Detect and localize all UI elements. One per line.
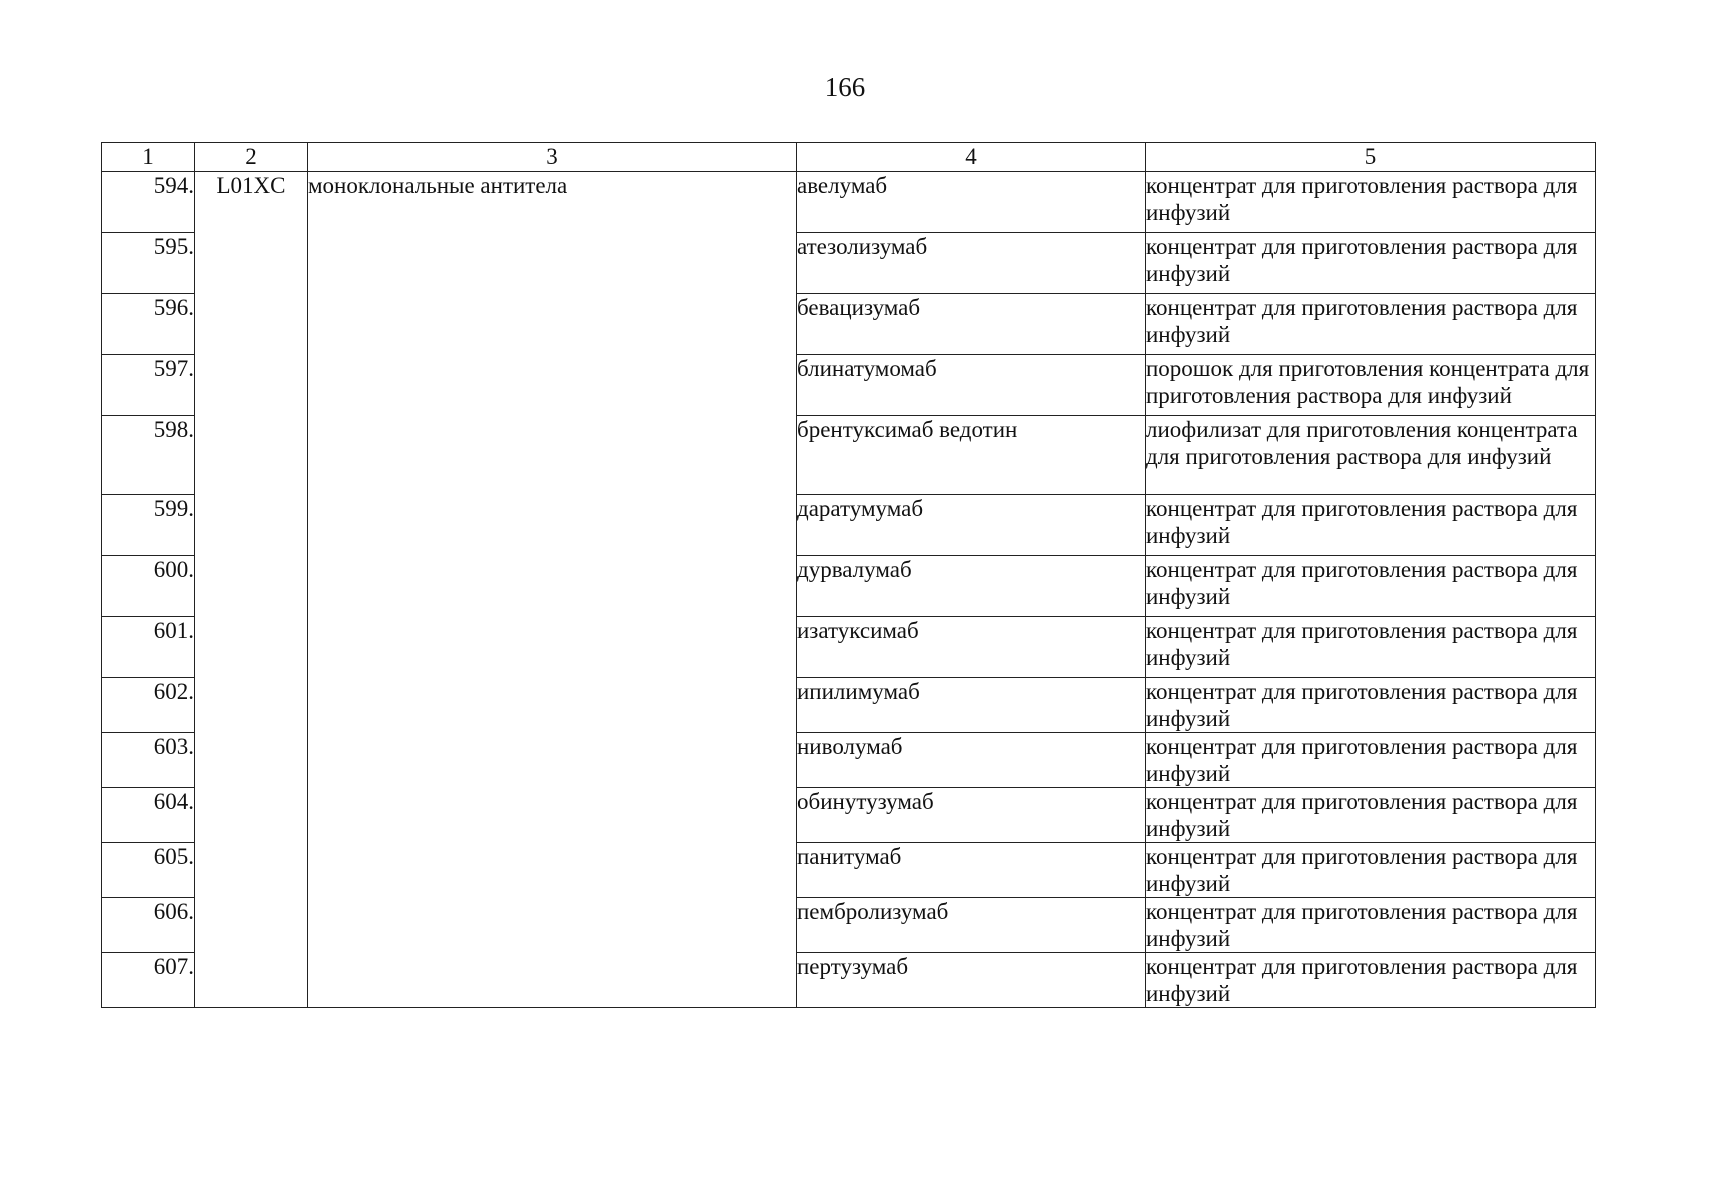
page-number: 166 <box>824 72 866 102</box>
column-header-4: 4 <box>797 143 1146 172</box>
column-header-3: 3 <box>308 143 797 172</box>
table-row <box>102 172 1596 233</box>
dosage-form: концентрат для приготовления раствора для инфузий <box>1146 617 1596 678</box>
dosage-form: концентрат для приготовления раствора для инфузий <box>1146 556 1596 617</box>
column-header-5: 5 <box>1146 143 1596 172</box>
dosage-form: концентрат для приготовления раствора для инфузий <box>1146 953 1596 1008</box>
drug-name: бевацизумаб <box>797 294 1146 355</box>
column-number-header-row <box>102 143 1596 172</box>
dosage-form: концентрат для приготовления раствора для инфузий <box>1146 678 1596 733</box>
drug-name: пембролизумаб <box>797 898 1146 953</box>
dosage-form: порошок для приготовления концентрата для приготовления раствора для инфузий <box>1146 355 1596 416</box>
drug-registry-table <box>101 142 1596 1008</box>
row-number: 605. <box>102 843 195 898</box>
dosage-form: концентрат для приготовления раствора для инфузий <box>1146 898 1596 953</box>
drug-name: ниволумаб <box>797 733 1146 788</box>
row-number: 594. <box>102 172 195 233</box>
drug-name: пертузумаб <box>797 953 1146 1008</box>
row-number: 598. <box>102 416 195 495</box>
dosage-form: концентрат для приготовления раствора для инфузий <box>1146 495 1596 556</box>
row-number: 599. <box>102 495 195 556</box>
row-number: 597. <box>102 355 195 416</box>
row-number: 601. <box>102 617 195 678</box>
drug-name: ипилимумаб <box>797 678 1146 733</box>
dosage-form: концентрат для приготовления раствора для инфузий <box>1146 233 1596 294</box>
drug-name: дурвалумаб <box>797 556 1146 617</box>
row-number: 603. <box>102 733 195 788</box>
atc-code: L01XC <box>195 172 308 1008</box>
group-name: моноклональные антитела <box>308 172 797 1008</box>
drug-name: обинутузумаб <box>797 788 1146 843</box>
column-header-2: 2 <box>195 143 308 172</box>
row-number: 604. <box>102 788 195 843</box>
row-number: 606. <box>102 898 195 953</box>
column-header-1: 1 <box>102 143 195 172</box>
drug-name: блинатумомаб <box>797 355 1146 416</box>
dosage-form: концентрат для приготовления раствора для инфузий <box>1146 843 1596 898</box>
drug-name: панитумаб <box>797 843 1146 898</box>
dosage-form: лиофилизат для приготовления концентрата для приготовления раствора для инфузий <box>1146 416 1596 495</box>
drug-name: изатуксимаб <box>797 617 1146 678</box>
dosage-form: концентрат для приготовления раствора для инфузий <box>1146 172 1596 233</box>
dosage-form: концентрат для приготовления раствора для инфузий <box>1146 733 1596 788</box>
row-number: 607. <box>102 953 195 1008</box>
dosage-form: концентрат для приготовления раствора для инфузий <box>1146 788 1596 843</box>
row-number: 596. <box>102 294 195 355</box>
row-number: 600. <box>102 556 195 617</box>
drug-name: даратумумаб <box>797 495 1146 556</box>
drug-name: атезолизумаб <box>797 233 1146 294</box>
dosage-form: концентрат для приготовления раствора для инфузий <box>1146 294 1596 355</box>
drug-name: авелумаб <box>797 172 1146 233</box>
row-number: 602. <box>102 678 195 733</box>
row-number: 595. <box>102 233 195 294</box>
drug-name: брентуксимаб ведотин <box>797 416 1146 495</box>
